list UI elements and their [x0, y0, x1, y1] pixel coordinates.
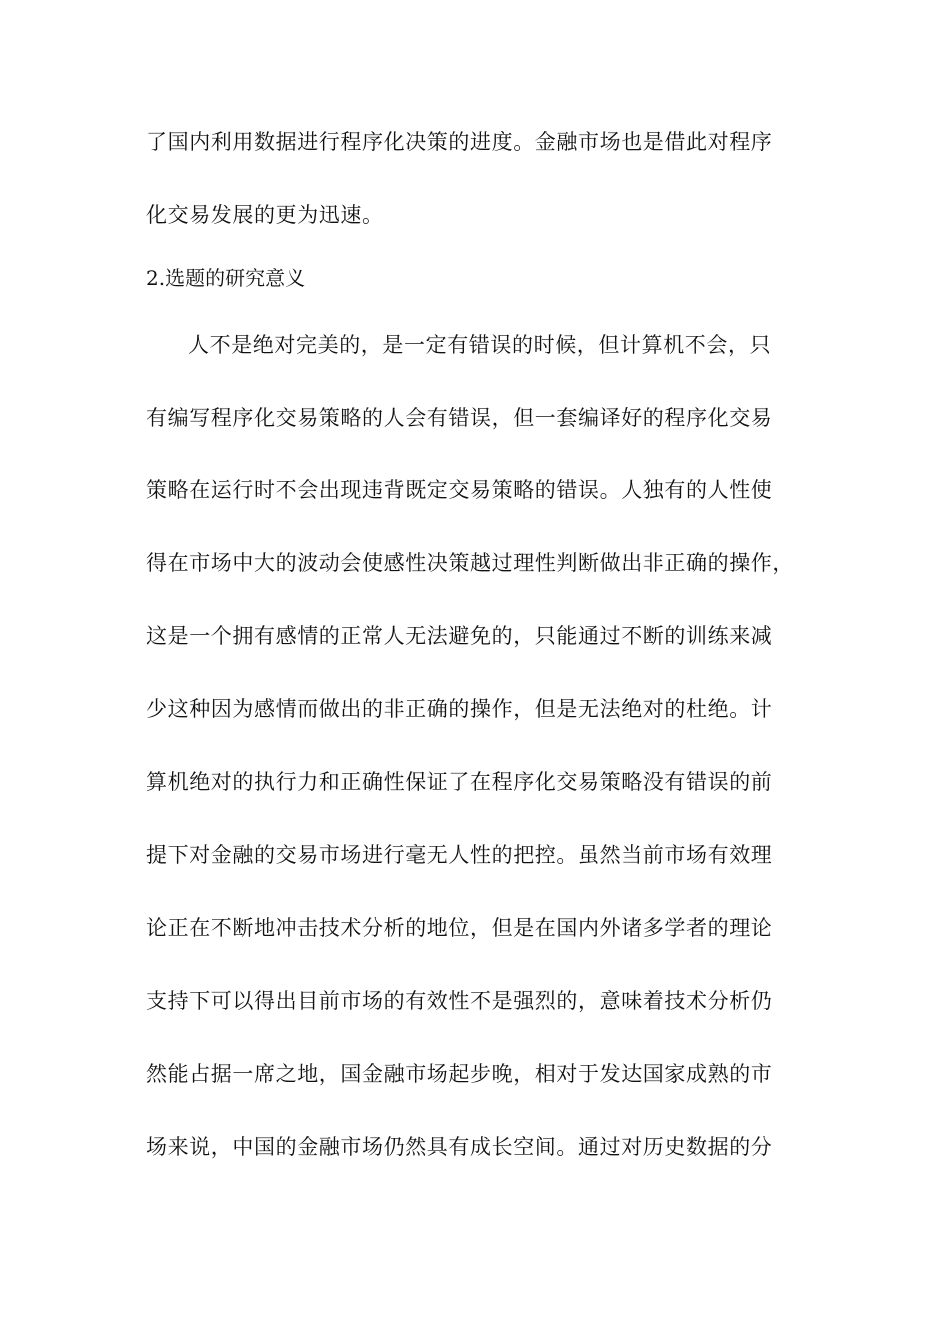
paragraph-line: 化交易发展的更为迅速。 — [146, 203, 384, 227]
paragraph-line: 这是一个拥有感情的正常人无法避免的，只能通过不断的训练来减 — [146, 624, 773, 648]
paragraph-line: 场来说，中国的金融市场仍然具有成长空间。通过对历史数据的分 — [146, 1135, 773, 1159]
paragraph-line: 支持下可以得出目前市场的有效性不是强烈的，意味着技术分析仍 — [146, 989, 773, 1013]
paragraph-line: 算机绝对的执行力和正确性保证了在程序化交易策略没有错误的前 — [146, 770, 773, 794]
paragraph-line: 了国内利用数据进行程序化决策的进度。金融市场也是借此对程序 — [146, 130, 773, 154]
paragraph-line: 提下对金融的交易市场进行毫无人性的把控。虽然当前市场有效理 — [146, 843, 773, 867]
section-heading: 2.选题的研究意义 — [146, 266, 306, 290]
paragraph-line: 得在市场中大的波动会使感性决策越过理性判断做出非正确的操作， — [146, 551, 794, 575]
paragraph-line: 有编写程序化交易策略的人会有错误，但一套编译好的程序化交易 — [146, 406, 773, 430]
paragraph-line: 人不是绝对完美的，是一定有错误的时候，但计算机不会，只 — [188, 333, 772, 357]
paragraph-line: 少这种因为感情而做出的非正确的操作，但是无法绝对的杜绝。计 — [146, 697, 773, 721]
paragraph-line: 策略在运行时不会出现违背既定交易策略的错误。人独有的人性使 — [146, 478, 773, 502]
paragraph-line: 然能占据一席之地，国金融市场起步晚，相对于发达国家成熟的市 — [146, 1062, 773, 1086]
paragraph-line: 论正在不断地冲击技术分析的地位，但是在国内外诸多学者的理论 — [146, 916, 773, 940]
